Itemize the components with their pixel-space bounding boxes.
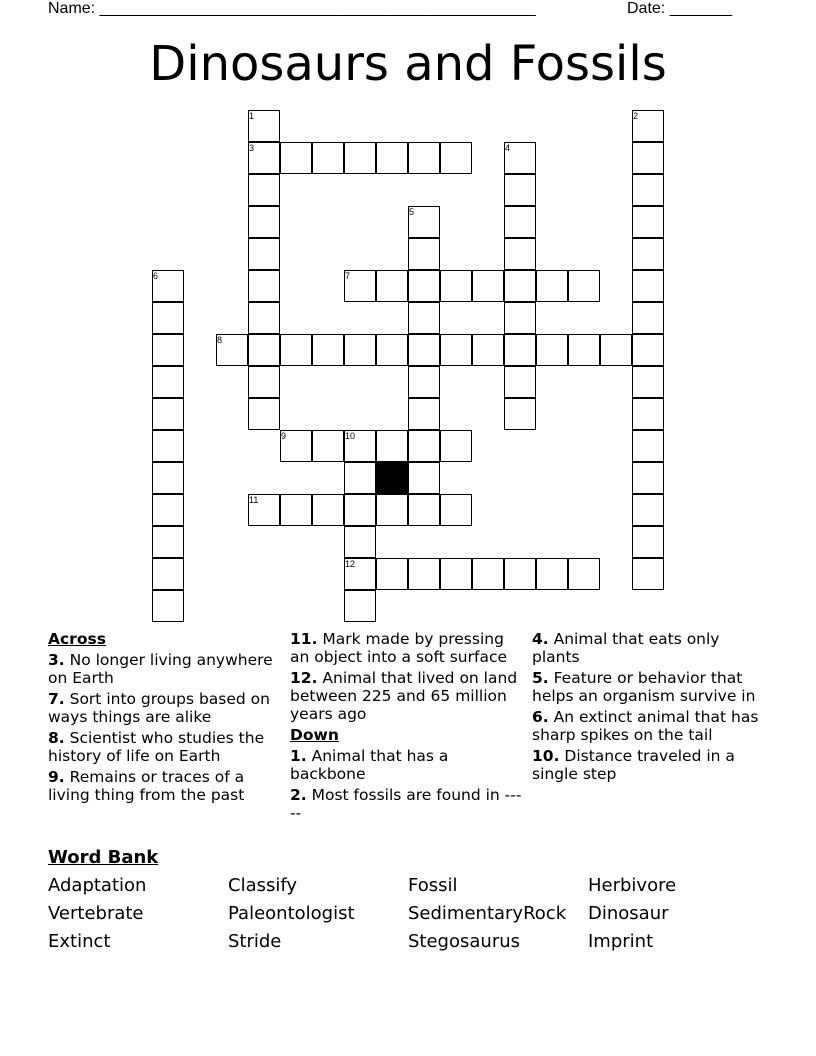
clue-num: 10. (532, 747, 560, 765)
crossword-cell[interactable] (600, 334, 632, 366)
page-title: Dinosaurs and Fossils (149, 36, 667, 92)
down-clue-5 (532, 669, 772, 705)
crossword-cell[interactable] (408, 270, 440, 302)
word-bank-word: Imprint (588, 931, 654, 952)
crossword-cell[interactable] (504, 334, 536, 366)
clue-num: 6. (532, 708, 549, 726)
clue-text: Remains or traces of a living thing from the past (48, 768, 245, 804)
crossword-cell[interactable] (568, 270, 600, 302)
crossword-cell[interactable] (344, 526, 376, 558)
crossword-cell[interactable] (632, 238, 664, 270)
clue-number-2: 2 (633, 111, 639, 121)
crossword-cell[interactable] (504, 206, 536, 238)
crossword-cell[interactable] (504, 366, 536, 398)
crossword-cell[interactable] (536, 558, 568, 590)
crossword-cell[interactable] (504, 398, 536, 430)
crossword-cell[interactable] (312, 494, 344, 526)
word-bank-word: Herbivore (588, 875, 677, 896)
crossword-cell[interactable] (280, 494, 312, 526)
crossword-cell[interactable] (248, 366, 280, 398)
crossword-cell[interactable] (408, 558, 440, 590)
clue-text: An extinct animal that has sharp spikes on the tail (532, 708, 759, 744)
crossword-cell[interactable] (248, 302, 280, 334)
crossword-cell[interactable] (504, 270, 536, 302)
crossword-cell[interactable] (504, 174, 536, 206)
crossword-cell[interactable] (376, 334, 408, 366)
word-bank-title: Word Bank (48, 847, 159, 868)
clue-num: 12. (290, 669, 318, 687)
crossword-cell[interactable] (408, 334, 440, 366)
crossword-cell[interactable] (408, 142, 440, 174)
crossword-cell[interactable] (408, 398, 440, 430)
crossword-cell[interactable] (440, 270, 472, 302)
crossword-cell[interactable] (408, 366, 440, 398)
clue-num: 1. (290, 747, 307, 765)
crossword-cell[interactable] (632, 174, 664, 206)
clue-text: Scientist who studies the history of life on Earth (48, 729, 265, 765)
crossword-cell[interactable] (152, 558, 184, 590)
crossword-cell[interactable] (440, 430, 472, 462)
across-clue-12 (290, 669, 526, 723)
crossword-cell[interactable] (312, 142, 344, 174)
down-clue-6 (532, 708, 772, 744)
crossword-cell[interactable] (376, 142, 408, 174)
clue-num: 3. (48, 651, 65, 669)
crossword-cell[interactable] (568, 558, 600, 590)
clue-column-3 (532, 630, 772, 786)
crossword-cell[interactable] (344, 142, 376, 174)
crossword-cell[interactable] (440, 494, 472, 526)
crossword-cell[interactable] (248, 206, 280, 238)
crossword-cell[interactable] (152, 462, 184, 494)
clue-number-4: 4 (505, 143, 511, 153)
word-bank-word: Dinosaur (588, 903, 669, 924)
crossword-cell[interactable] (344, 590, 376, 622)
clue-text: Animal that lived on land between 225 and 65 million years ago (290, 669, 518, 723)
clue-number-6: 6 (153, 271, 159, 281)
clue-num: 8. (48, 729, 65, 747)
crossword-cell[interactable] (632, 558, 664, 590)
clue-number-8: 8 (217, 335, 223, 345)
crossword-cell[interactable] (152, 526, 184, 558)
clue-text: Mark made by pressing an object into a soft surface (290, 630, 508, 666)
word-bank-word: Stegosaurus (408, 931, 520, 952)
across-clue-11 (290, 630, 526, 666)
crossword-cell[interactable] (344, 334, 376, 366)
crossword-cell[interactable] (504, 302, 536, 334)
crossword-cell[interactable] (440, 334, 472, 366)
clue-column-1 (48, 630, 284, 807)
crossword-cell[interactable] (408, 494, 440, 526)
crossword-cell[interactable] (632, 206, 664, 238)
crossword-cell[interactable] (248, 238, 280, 270)
clue-text: Most fossils are found in ----- (290, 786, 522, 822)
clue-text: Feature or behavior that helps an organism survive in (532, 669, 756, 705)
down-clue-4 (532, 630, 772, 666)
crossword-cell[interactable] (632, 430, 664, 462)
crossword-cell[interactable] (248, 334, 280, 366)
clue-num: 5. (532, 669, 549, 687)
date-field-line[interactable]: Date: _______ (627, 0, 732, 17)
crossword-cell[interactable] (632, 526, 664, 558)
clue-number-9: 9 (281, 431, 287, 441)
clue-num: 2. (290, 786, 307, 804)
crossword-cell[interactable] (152, 430, 184, 462)
crossword-cell[interactable] (632, 366, 664, 398)
across-clue-9 (48, 768, 284, 804)
down-clue-10 (532, 747, 772, 783)
across-heading: Across (48, 630, 106, 648)
crossword-cell[interactable] (632, 398, 664, 430)
black-square (376, 462, 408, 494)
crossword-cell[interactable] (408, 462, 440, 494)
crossword-cell[interactable] (152, 590, 184, 622)
crossword-cell[interactable] (408, 302, 440, 334)
crossword-cell[interactable] (248, 174, 280, 206)
crossword-cell[interactable] (376, 494, 408, 526)
crossword-cell[interactable] (312, 430, 344, 462)
word-bank-word: Stride (228, 931, 282, 952)
crossword-cell[interactable] (248, 270, 280, 302)
word-bank-word: Fossil (408, 875, 458, 896)
crossword-cell[interactable] (152, 494, 184, 526)
across-clue-3 (48, 651, 284, 687)
down-clue-1 (290, 747, 526, 783)
crossword-cell[interactable] (632, 270, 664, 302)
clue-num: 4. (532, 630, 549, 648)
clue-number-12: 12 (345, 559, 356, 569)
clue-text: Animal that has a backbone (290, 747, 449, 783)
crossword-cell[interactable] (344, 494, 376, 526)
crossword-cell[interactable] (376, 270, 408, 302)
word-bank-word: Paleontologist (228, 903, 355, 924)
crossword-cell[interactable] (408, 430, 440, 462)
crossword-cell[interactable] (536, 334, 568, 366)
crossword-cell[interactable] (632, 462, 664, 494)
across-clue-7 (48, 690, 284, 726)
word-bank-word: Extinct (48, 931, 111, 952)
word-bank-word: Classify (228, 875, 298, 896)
crossword-cell[interactable] (312, 334, 344, 366)
clue-num: 9. (48, 768, 65, 786)
crossword-cell[interactable] (376, 430, 408, 462)
crossword-cell[interactable] (568, 334, 600, 366)
crossword-cell[interactable] (632, 302, 664, 334)
clue-number-1: 1 (249, 111, 255, 121)
crossword-cell[interactable] (152, 302, 184, 334)
clue-number-7: 7 (345, 271, 351, 281)
crossword-cell[interactable] (632, 494, 664, 526)
down-clue-2 (290, 786, 526, 822)
word-bank-word: Adaptation (48, 875, 147, 896)
crossword-cell[interactable] (152, 398, 184, 430)
crossword-cell[interactable] (632, 334, 664, 366)
clue-num: 11. (290, 630, 318, 648)
clue-num: 7. (48, 690, 65, 708)
crossword-cell[interactable] (248, 398, 280, 430)
clue-column-2 (290, 630, 526, 825)
crossword-cell[interactable] (472, 334, 504, 366)
crossword-cell[interactable] (408, 238, 440, 270)
clue-number-5: 5 (409, 207, 415, 217)
clue-number-3: 3 (249, 143, 255, 153)
crossword-cell[interactable] (344, 462, 376, 494)
clue-text: No longer living anywhere on Earth (48, 651, 273, 687)
name-field-line[interactable]: Name: _________________________________________________ (48, 0, 536, 17)
crossword-cell[interactable] (504, 238, 536, 270)
across-clue-8 (48, 729, 284, 765)
crossword-cell[interactable] (504, 558, 536, 590)
clue-text: Sort into groups based on ways things are alike (48, 690, 270, 726)
down-heading: Down (290, 726, 339, 744)
clue-text: Animal that eats only plants (532, 630, 720, 666)
crossword-cell[interactable] (472, 558, 504, 590)
word-bank-word: Vertebrate (48, 903, 144, 924)
crossword-cell[interactable] (152, 334, 184, 366)
crossword-cell[interactable] (536, 270, 568, 302)
crossword-cell[interactable] (440, 142, 472, 174)
word-bank-word: SedimentaryRock (408, 903, 567, 924)
clue-number-11: 11 (249, 495, 259, 505)
crossword-cell[interactable] (472, 270, 504, 302)
crossword-cell[interactable] (152, 366, 184, 398)
crossword-cell[interactable] (632, 142, 664, 174)
crossword-cell[interactable] (280, 334, 312, 366)
crossword-cell[interactable] (376, 558, 408, 590)
clue-text: Distance traveled in a single step (532, 747, 735, 783)
clue-number-10: 10 (345, 431, 356, 441)
crossword-cell[interactable] (440, 558, 472, 590)
crossword-cell[interactable] (280, 142, 312, 174)
